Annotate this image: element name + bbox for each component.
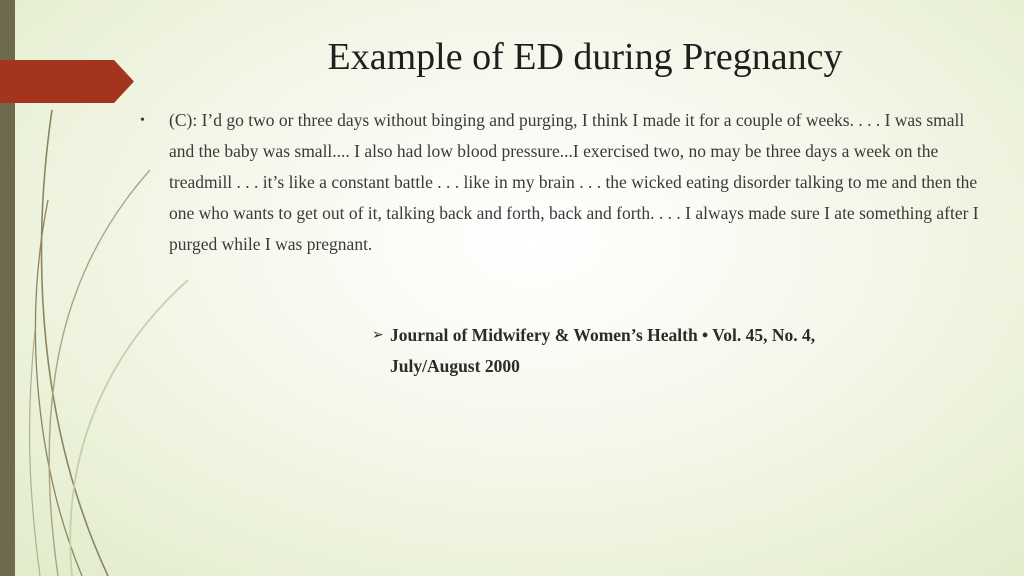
slide-title: Example of ED during Pregnancy [327, 36, 843, 78]
citation-line-2: July/August 2000 [390, 356, 520, 376]
citation [372, 320, 932, 382]
citation-text [390, 320, 932, 382]
citation-line-1: Journal of Midwifery & Women’s Health • Vol. 45, No. 4, [390, 325, 816, 345]
bullet-list [140, 105, 980, 260]
bullet-dot-icon: • [140, 113, 145, 128]
arrow-bullet-icon: ➢ [372, 327, 384, 343]
red-arrow-shape [0, 60, 134, 103]
quote-text: (C): I’d go two or three days without binging and purging, I think I made it for a couple of weeks. . . . I was small and the baby was small.... I also had low blood pressure...I exercised two, no may be three days a week on the treadmill . . . it’s like a constant battle . . . like in my brain . . . the wicked eating disorder talking to me and then the one who wants to get out of it, talking back and forth, back and forth. . . . I always made sure I ate something after I purged while I was pregnant. [169, 110, 979, 254]
bullet-item [140, 105, 980, 260]
